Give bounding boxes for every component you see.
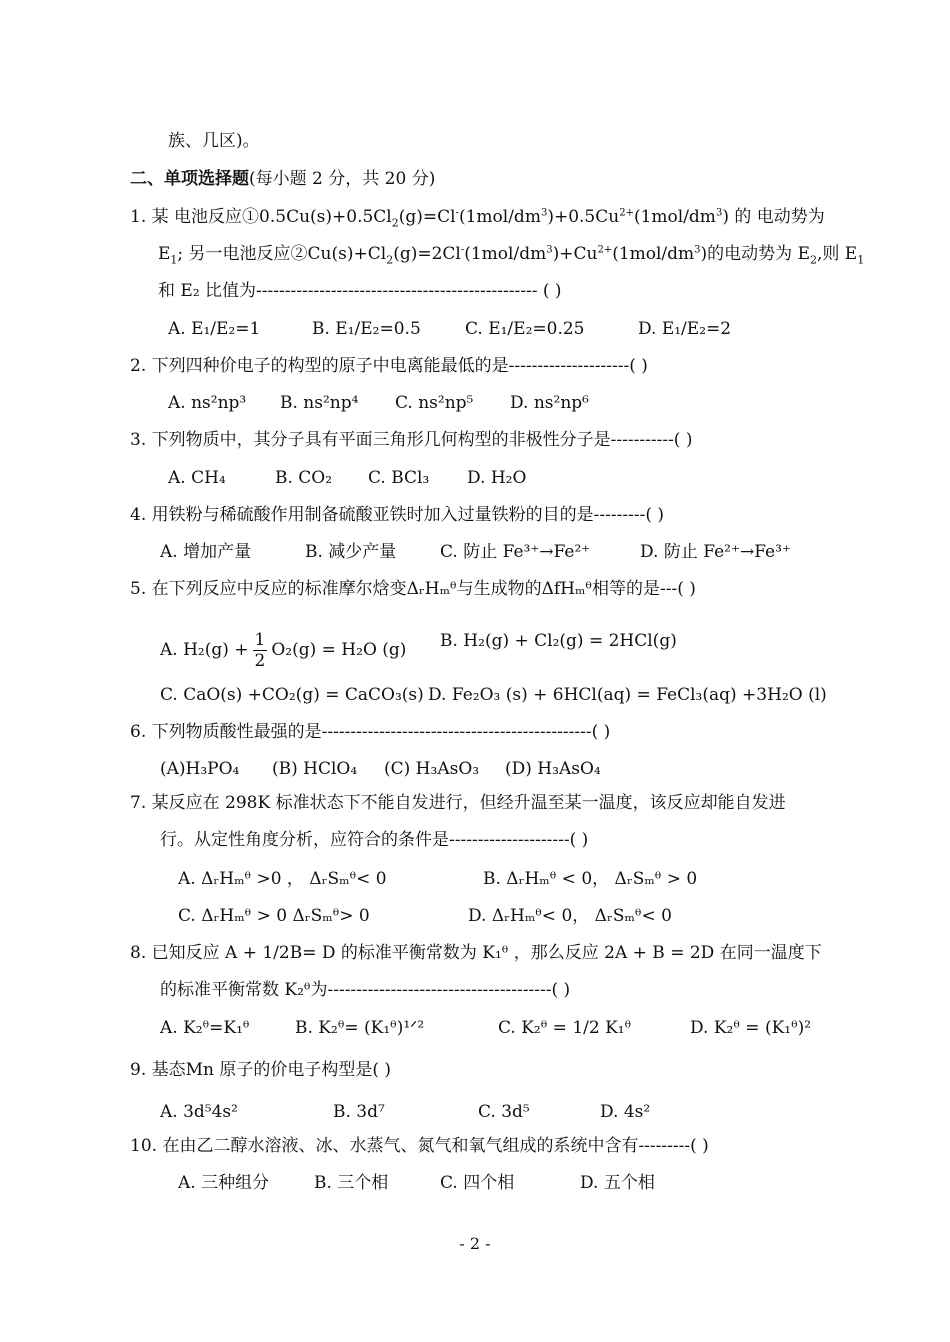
q5-option-b: B. H₂(g) + Cl₂(g) = 2HCl(g)	[440, 631, 677, 651]
q8-line1: 8. 已知反应 A + 1/2B= D 的标准平衡常数为 K₁ᶿ ，那么反应 2A + B = 2D 在同一温度下	[130, 943, 822, 963]
header-continuation: 族、几区)。	[168, 131, 260, 151]
q3-stem: 3. 下列物质中，其分子具有平面三角形几何构型的非极性分子是-----------( )	[130, 430, 693, 450]
q9-stem: 9. 基态Mn 原子的价电子构型是( )	[130, 1060, 392, 1080]
q2-option-d: D. ns²np⁶	[510, 393, 589, 413]
q1-text-a: 1. 某 电池反应①0.5Cu(s)+0.5Cl	[130, 207, 392, 227]
q5-option-a	[160, 630, 406, 671]
q10-option-a: A. 三种组分	[178, 1173, 270, 1193]
q1-text-b: (g)=Cl	[398, 207, 456, 227]
q4-option-d: D. 防止 Fe²⁺→Fe³⁺	[640, 542, 791, 562]
section-note: (每小题 2 分，共 20 分)	[249, 169, 436, 189]
q1-l2-c: (g)=2Cl	[393, 244, 461, 264]
q1-l2-e: )+Cu	[552, 244, 598, 264]
q4-stem: 4. 用铁粉与稀硫酸作用制备硫酸亚铁时加入过量铁粉的目的是---------( )	[130, 505, 664, 525]
page-number: - 2 -	[459, 1234, 491, 1253]
q7-option-b: B. ΔᵣHₘᶿ < 0， ΔᵣSₘᶿ > 0	[483, 869, 698, 889]
q1-text-d: )+0.5Cu	[547, 207, 620, 227]
q1-text-c: (1mol/dm	[458, 207, 541, 227]
section-title: 二、单项选择题	[130, 169, 249, 189]
q6-option-d: (D) H₃AsO₄	[505, 759, 601, 779]
q10-option-d: D. 五个相	[580, 1173, 655, 1193]
q6-option-b: (B) HClO₄	[272, 759, 358, 779]
q5-opta-pre: A. H₂(g) +	[160, 640, 249, 660]
q1-option-d: D. E₁/E₂=2	[638, 319, 732, 339]
q2-option-c: C. ns²np⁵	[395, 393, 474, 413]
q1-l2-h: ,则 E	[817, 244, 858, 264]
q7-option-c: C. ΔᵣHₘᶿ > 0 ΔᵣSₘᶿ> 0	[178, 906, 370, 926]
q9-option-d: D. 4s²	[600, 1102, 651, 1122]
q1-option-c: C. E₁/E₂=0.25	[465, 319, 585, 339]
q9-option-a: A. 3d⁵4s²	[160, 1102, 238, 1122]
q3-option-c: C. BCl₃	[368, 468, 430, 488]
q1-line2: $E_1$; 另一电池反应$②Cu(s)+Cl_2(g)=2Cl^-(1mol/dm^3)+Cu^{2+}(1mol/dm^3)$的电动势为 $E_2$,则 $E_1$	[158, 244, 865, 267]
q5-option-c: C. CaO(s) +CO₂(g) = CaCO₃(s)	[160, 685, 424, 705]
q10-option-c: C. 四个相	[440, 1173, 515, 1193]
q7-line1: 7. 某反应在 298K 标准状态下不能自发进行，但经升温至某一温度，该反应却能自发进	[130, 793, 786, 813]
q6-option-c: (C) H₃AsO₃	[384, 759, 480, 779]
q1-text-e: (1mol/dm	[633, 207, 716, 227]
q6-option-a: (A)H₃PO₄	[160, 759, 240, 779]
q5-frac-num: 1	[254, 630, 266, 650]
q10-stem: 10. 在由乙二醇水溶液、冰、水蒸气、氮气和氧气组成的系统中含有---------( )	[130, 1136, 709, 1156]
q3-option-a: A. CH₄	[168, 468, 226, 488]
q2-option-a: A. ns²np³	[168, 393, 247, 413]
q8-option-d: D. K₂ᶿ = (K₁ᶿ)²	[690, 1018, 812, 1038]
q1-text-f: ) 的 电动势为	[722, 207, 825, 227]
q7-option-a: A. ΔᵣHₘᶿ >0 ， ΔᵣSₘᶿ< 0	[178, 869, 387, 889]
q5-option-d: D. Fe₂O₃ (s) + 6HCl(aq) = FeCl₃(aq) +3H₂O (l)	[428, 685, 827, 705]
q2-stem: 2. 下列四种价电子的构型的原子中电离能最低的是---------------------( )	[130, 356, 648, 376]
q1-line1: 1. 某 电池反应$①0.5Cu(s)+0.5Cl_2(g)=Cl^-(1mol/dm^3)+0.5Cu^{2+}(1mol/dm^3)$ 的 电动势为	[130, 207, 825, 230]
q1-line3: 和 E₂ 比值为------------------------------------------------- ( )	[158, 281, 562, 301]
q9-option-b: B. 3d⁷	[333, 1102, 385, 1122]
section-heading	[130, 168, 435, 190]
q1-option-a: A. E₁/E₂=1	[168, 319, 261, 339]
q8-option-b: B. K₂ᶿ= (K₁ᶿ)¹ᐟ²	[295, 1018, 425, 1038]
q8-option-a: A. K₂ᶿ=K₁ᶿ	[160, 1018, 250, 1038]
q5-opta-post: O₂(g) = H₂O (g)	[271, 640, 407, 660]
q7-option-d: D. ΔᵣHₘᶿ< 0， ΔᵣSₘᶿ< 0	[468, 906, 672, 926]
q8-option-c: C. K₂ᶿ = 1/2 K₁ᶿ	[498, 1018, 632, 1038]
q4-option-a: A. 增加产量	[160, 542, 252, 562]
q10-option-b: B. 三个相	[314, 1173, 389, 1193]
q5-stem: 5. 在下列反应中反应的标准摩尔焓变ΔᵣHₘᶿ与生成物的ΔfHₘᶿ相等的是---( )	[130, 579, 696, 599]
q1-option-b: B. E₁/E₂=0.5	[312, 319, 421, 339]
q5-fraction	[253, 630, 268, 671]
q1-l2-f: (1mol/dm	[612, 244, 695, 264]
q3-option-d: D. H₂O	[467, 468, 527, 488]
q3-option-b: B. CO₂	[275, 468, 333, 488]
q2-option-b: B. ns²np⁴	[280, 393, 359, 413]
q6-stem: 6. 下列物质酸性最强的是-----------------------------------------------( )	[130, 722, 611, 742]
q1-l2-d: (1mol/dm	[464, 244, 547, 264]
q1-l2-a: E	[158, 244, 171, 264]
q1-l2-b: ; 另一电池反应②Cu(s)+Cl	[177, 244, 387, 264]
q7-line2: 行。从定性角度分析，应符合的条件是---------------------( )	[160, 830, 589, 850]
q4-option-b: B. 减少产量	[305, 542, 397, 562]
q1-l2-g: )的电动势为 E	[700, 244, 810, 264]
q5-frac-den: 2	[254, 651, 266, 671]
q9-option-c: C. 3d⁵	[478, 1102, 530, 1122]
q8-line2: 的标准平衡常数 K₂ᶿ为---------------------------------------( )	[160, 980, 571, 1000]
q4-option-c: C. 防止 Fe³⁺→Fe²⁺	[440, 542, 591, 562]
